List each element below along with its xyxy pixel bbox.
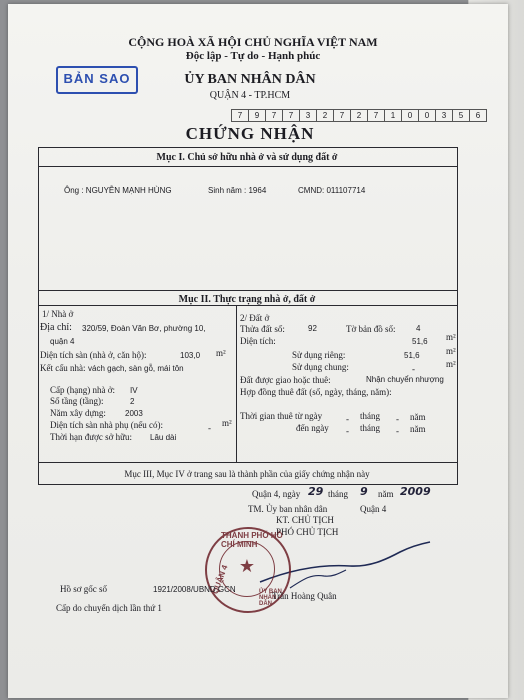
ownership-term-label: Thời hạn được sở hữu: (50, 432, 133, 442)
seal-star-icon: ★ (238, 556, 256, 576)
floors-label: Số tầng (tầng): (50, 396, 104, 406)
divider (38, 462, 457, 463)
lease-from-dash: - (346, 414, 349, 424)
divider (38, 290, 457, 291)
owner-name: Ông : NGUYỄN MẠNH HÙNG (64, 186, 172, 195)
serial-digit: 3 (300, 109, 317, 122)
serial-digit: 7 (368, 109, 385, 122)
lease-from-label: Thời gian thuê từ ngày (240, 411, 323, 421)
address-line1: 320/59, Đoàn Văn Bơ, phường 10, (82, 324, 206, 333)
floor-area-value: 103,0 (180, 351, 201, 360)
land-area-label: Diện tích: (240, 336, 276, 346)
unit-label: m² (216, 348, 226, 358)
structure-value: vách gạch, sàn gỗ, mái tôn (88, 364, 184, 373)
kt-label: KT. CHỦ TỊCH (276, 515, 334, 525)
common-use-value: - (412, 364, 415, 374)
aux-area-label: Diện tích sàn nhà phụ (nếu có): (50, 420, 163, 430)
grade-value: IV (130, 386, 138, 395)
record-value: 1921/2008/UBND.GCN (153, 585, 236, 594)
floor-area-label: Diện tích sàn (nhà ở, căn hộ): (40, 350, 147, 360)
signer-name: Trần Hoàng Quân (272, 591, 337, 601)
authority-title: ỦY BAN NHÂN DÂN (184, 72, 316, 87)
transfer-note: Cấp do chuyển dịch lần thứ 1 (56, 603, 162, 613)
seal-top-text: THÀNH PHỐ HỒ CHÍ MINH (221, 531, 283, 549)
on-behalf-place: Quận 4 (360, 504, 387, 514)
lease-from-year-label: năm (410, 412, 426, 422)
serial-digit: 2 (351, 109, 368, 122)
sign-month: 9 (360, 485, 368, 498)
grade-label: Cấp (hạng) nhà ở: (50, 385, 115, 395)
lease-to-dash: - (396, 426, 399, 436)
serial-digit: 0 (402, 109, 419, 122)
house-title: 1/ Nhà ở (42, 309, 74, 319)
common-use-label: Sử dụng chung: (292, 362, 349, 372)
lease-to-year-label: năm (410, 424, 426, 434)
land-title: 2/ Đất ở (240, 313, 270, 323)
section3-note: Mục III, Mục IV ở trang sau là thành phần của giấy chứng nhận này (124, 469, 370, 479)
unit-label: m² (222, 418, 232, 428)
serial-digit: 1 (385, 109, 402, 122)
plot-label: Thửa đất số: (240, 324, 285, 334)
copy-stamp: BẢN SAO (56, 66, 138, 94)
serial-digit: 6 (470, 109, 487, 122)
built-year-value: 2003 (125, 409, 143, 418)
map-sheet-label: Tờ bản đồ số: (346, 324, 396, 334)
serial-digit: 7 (266, 109, 283, 122)
built-year-label: Năm xây dựng: (50, 408, 106, 418)
record-label: Hồ sơ gốc số (60, 584, 108, 594)
plot-value: 92 (308, 324, 317, 333)
sign-day: 29 (308, 485, 324, 498)
owner-id-card: CMND: 011107714 (298, 186, 366, 195)
serial-number (231, 109, 487, 121)
sign-year-label: năm (378, 489, 394, 499)
aux-area-value: - (208, 423, 211, 433)
owner-birth-year: Sinh năm : 1964 (208, 186, 267, 195)
land-area-value: 51,6 (412, 337, 428, 346)
motto: Độc lập - Tự do - Hạnh phúc (185, 50, 321, 62)
divider (38, 166, 457, 167)
lease-to-label: đến ngày (296, 423, 329, 433)
serial-digit: 0 (419, 109, 436, 122)
private-use-value: 51,6 (404, 351, 420, 360)
lease-from-month-label: tháng (360, 411, 380, 421)
role-label: PHÓ CHỦ TỊCH (276, 527, 339, 537)
serial-digit: 7 (283, 109, 300, 122)
lease-to-month-label: tháng (360, 423, 380, 433)
map-sheet-value: 4 (416, 324, 421, 333)
serial-digit: 7 (334, 109, 351, 122)
private-use-label: Sử dụng riêng: (292, 350, 346, 360)
acquired-value: Nhận chuyển nhượng (366, 375, 444, 384)
seal-side-text: QUẬN 4 (210, 563, 230, 596)
serial-digit: 7 (231, 109, 249, 122)
divider (38, 305, 457, 306)
unit-label: m² (446, 346, 456, 356)
sign-date-prefix: Quận 4, ngày (252, 489, 301, 499)
unit-label: m² (446, 359, 456, 369)
serial-digit: 3 (436, 109, 453, 122)
address-line2: quận 4 (50, 337, 75, 346)
ownership-term-value: Lâu dài (150, 433, 177, 442)
unit-label: m² (446, 332, 456, 342)
nation-title: CỘNG HOÀ XÃ HỘI CHỦ NGHĨA VIỆT NAM (128, 35, 378, 49)
floors-value: 2 (130, 397, 135, 406)
section1-heading: Mục I. Chủ sở hữu nhà ở và sử dụng đất ở (156, 152, 338, 163)
structure-label: Kết cấu nhà: (40, 363, 86, 373)
acquired-label: Đất được giao hoặc thuê: (240, 375, 331, 385)
seal-right-text: ỦY BAN NHÂN DÂN (259, 589, 282, 607)
section2-heading: Mục II. Thực trạng nhà ở, đất ở (178, 294, 316, 305)
address-label: Địa chỉ: (40, 322, 72, 333)
serial-digit: 5 (453, 109, 470, 122)
serial-digit: 2 (317, 109, 334, 122)
district-label: QUẬN 4 - TP.HCM (209, 90, 291, 101)
certificate-title: CHỨNG NHẬN (185, 124, 315, 143)
lease-to-dash: - (346, 426, 349, 436)
lease-contract-label: Hợp đồng thuê đất (số, ngày, tháng, năm): (240, 387, 392, 397)
serial-digit: 9 (249, 109, 266, 122)
on-behalf-label: TM. Ủy ban nhân dân (248, 504, 328, 514)
lease-from-dash: - (396, 414, 399, 424)
sign-month-label: tháng (328, 489, 348, 499)
sign-year: 2009 (400, 485, 431, 498)
column-divider (236, 305, 237, 462)
